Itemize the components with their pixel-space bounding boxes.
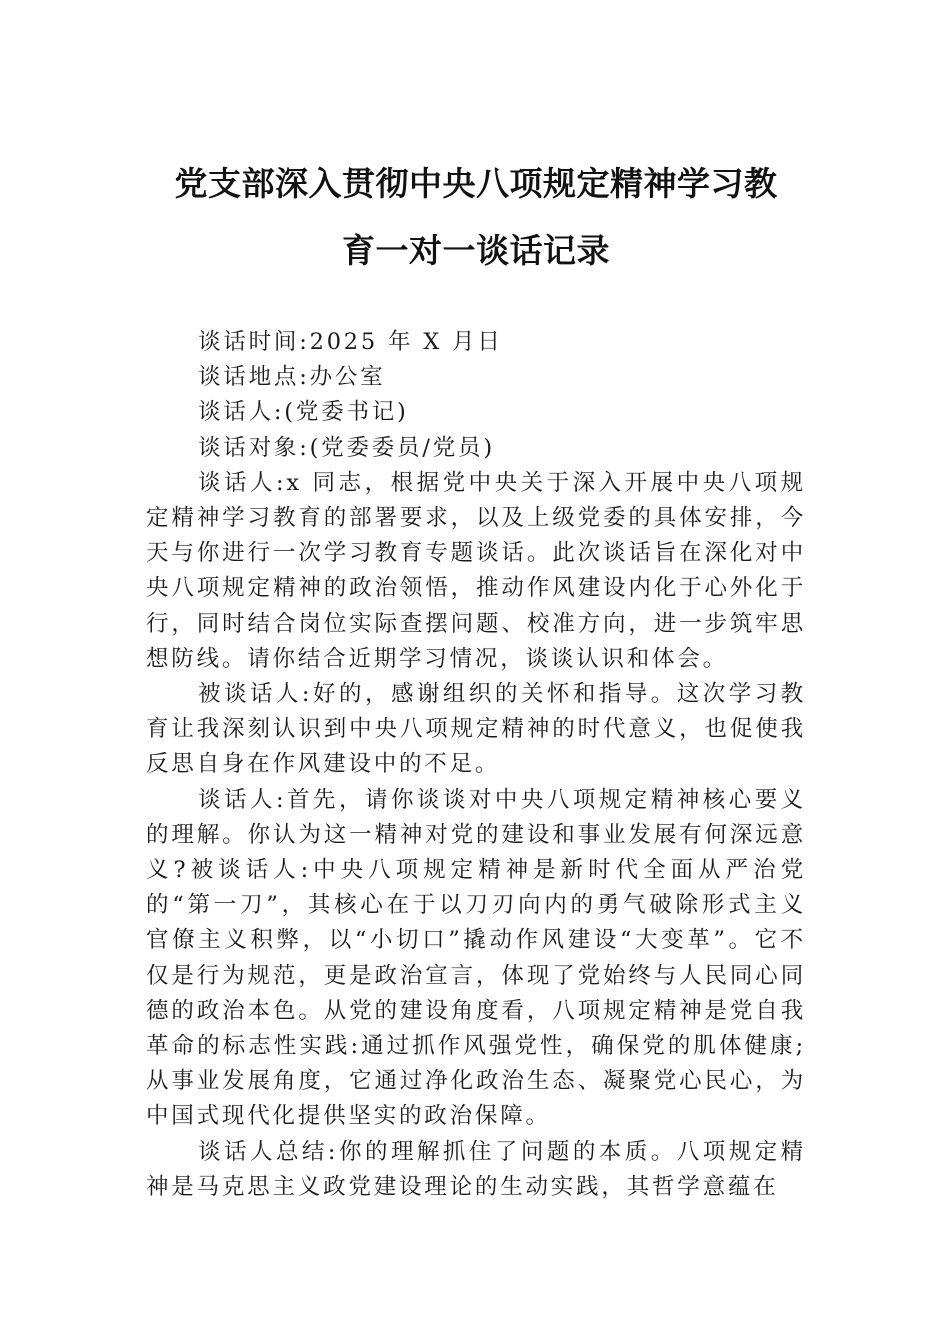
document-body <box>146 325 806 1205</box>
title-line-1: 党支部深入贯彻中央八项规定精神学习教 <box>174 164 778 203</box>
meta-speaker: 谈话人:(党委书记) <box>198 399 409 426</box>
paragraph-4: 谈话人总结:你的理解抓住了问题的本质。八项规定精神是马克思主义政党建设理论的生动实践，其哲学意蕴在 <box>146 1138 806 1200</box>
meta-time: 谈话时间:2025 年 X 月日 <box>198 329 503 355</box>
paragraph-3: 谈话人:首先，请你谈谈对中央八项规定精神核心要义的理解。你认为这一精神对党的建设和事业发展有何深远意义?被谈话人:中央八项规定精神是新时代全面从严治党的“第一刀”，其核心在于以刀刃向内的勇气破除形式主义官僚主义积弊，以“小切口”撬动作风建设“大变革”。它不仅是行为规范，更是政治宣言，体现了党始终与人民同心同德的政治本色。从党的建设角度看，八项规定精神是党自我革命的标志性实践:通过抓作风强党性，确保党的肌体健康;从事业发展角度，它通过净化政治生态、凝聚党心民心，为中国式现代化提供坚实的政治保障。 <box>146 786 806 1130</box>
meta-place: 谈话地点:办公室 <box>198 364 386 391</box>
title-line-2: 育一对一谈话记录 <box>342 231 610 270</box>
document-title <box>146 150 806 284</box>
meta-target: 谈话对象:(党委委员/党员) <box>198 434 495 461</box>
paragraph-2: 被谈话人:好的，感谢组织的关怀和指导。这次学习教育让我深刻认识到中央八项规定精神的时代意义，也促使我反思自身在作风建设中的不足。 <box>146 681 806 778</box>
paragraph-1: 谈话人:x 同志，根据党中央关于深入开展中央八项规定精神学习教育的部署要求，以及上级党委的具体安排，今天与你进行一次学习教育专题谈话。此次谈话旨在深化对中央八项规定精神的政治领悟，推动作风建设内化于心外化于行，同时结合岗位实际查摆问题、校准方向，进一步筑牢思想防线。请你结合近期学习情况，谈谈认识和体会。 <box>146 469 806 672</box>
